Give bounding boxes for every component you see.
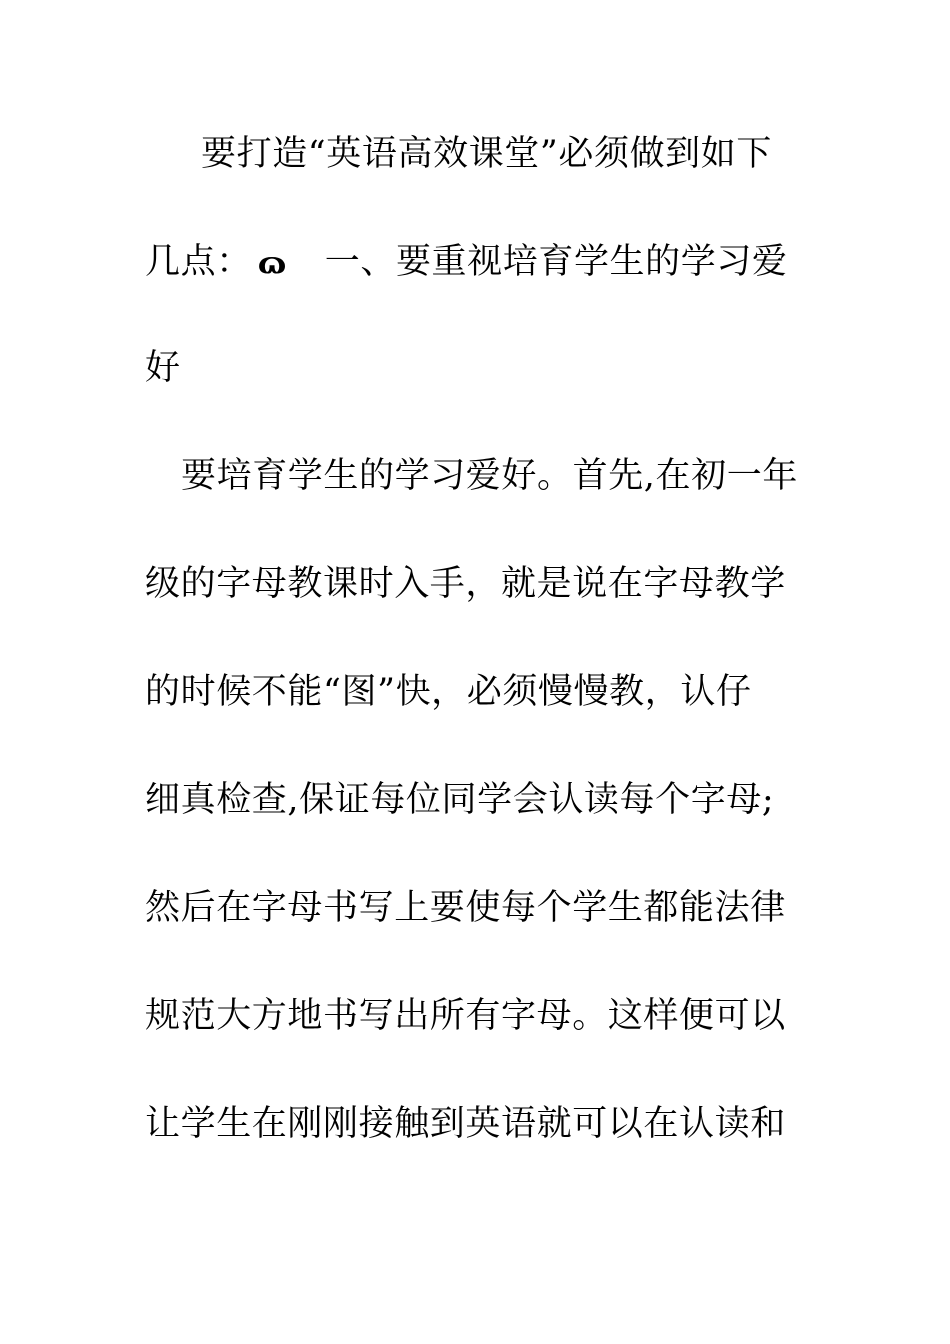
section-heading-end: 好 — [145, 348, 181, 388]
body-line-5: 然后在字母书写上要使每个学生都能法律 — [145, 888, 786, 928]
body-line-1: 要培育学生的学习爱好。首先,在初一年 — [181, 456, 798, 496]
body-line-7: 让学生在刚刚接触到英语就可以在认读和 — [145, 1104, 786, 1144]
intro-line-end: 几点： — [145, 242, 252, 282]
body-line-6: 规范大方地书写出所有字母。这样便可以 — [145, 996, 786, 1036]
section-heading: 一、要重视培育学生的学习爱 — [324, 242, 788, 282]
body-line-3: 的时候不能“图”快，必须慢慢教，认仔 — [145, 672, 752, 712]
body-line-4: 细真检查,保证每位同学会认读每个字母; — [145, 780, 775, 820]
body-line-2: 级的字母教课时入手，就是说在字母教学 — [145, 564, 786, 604]
paragraph-mark-icon: ɷ — [257, 246, 287, 281]
heading-line — [145, 240, 810, 286]
intro-line: 要打造“英语高效课堂”必须做到如下 — [201, 134, 772, 174]
